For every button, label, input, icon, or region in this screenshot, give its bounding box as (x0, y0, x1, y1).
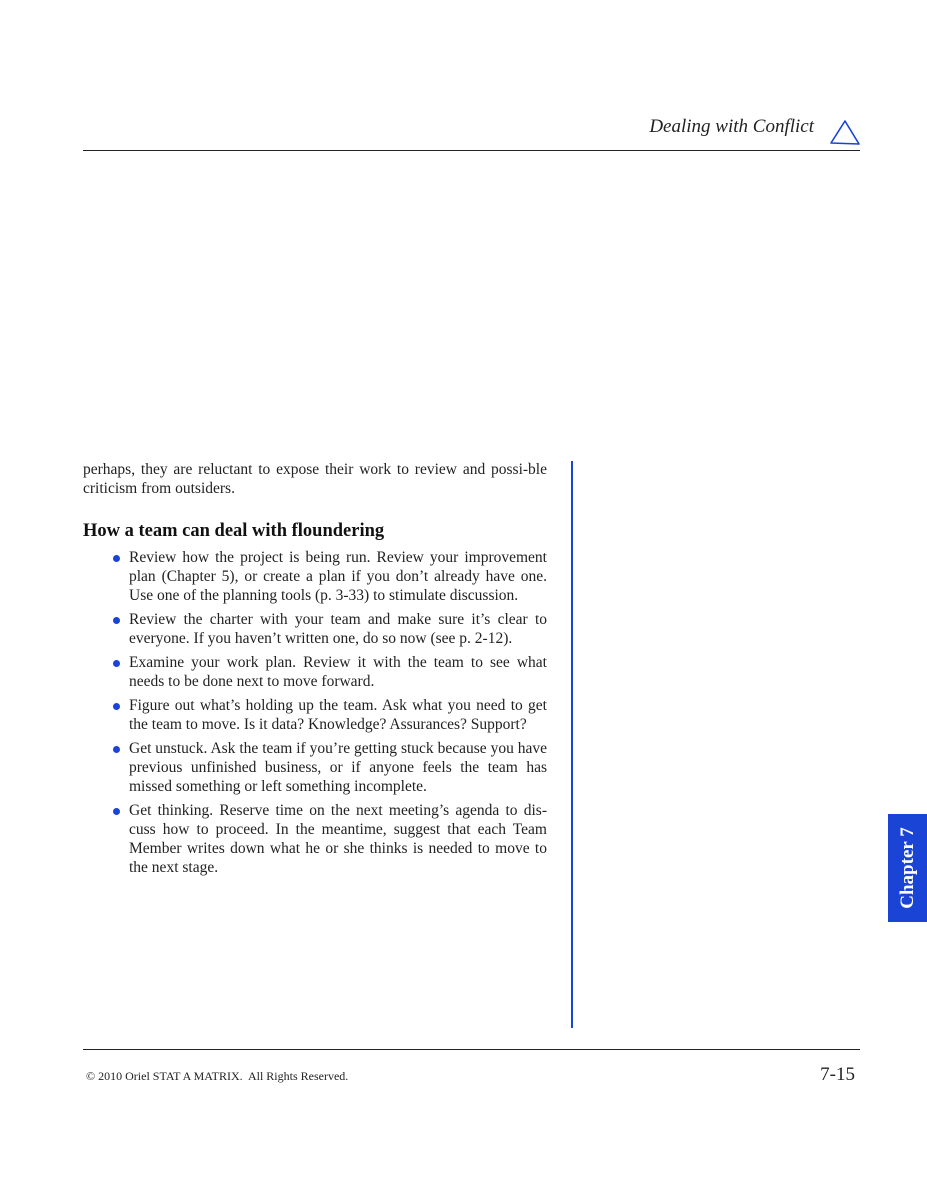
chapter-tab-label: Chapter 7 (896, 827, 918, 909)
bullet-icon (113, 808, 120, 815)
list-item (129, 739, 547, 796)
list-item-text: Examine your work plan. Review it with the team to see what needs to be done next to move forward. (129, 654, 547, 690)
list-item-text: Get unstuck. Ask the team if you’re getting stuck because you have previous unfinished business, or if anyone feels the team has missed something or left something incomplete. (129, 740, 547, 795)
list-item (129, 653, 547, 691)
footer-rule (83, 1049, 860, 1050)
header-rule (83, 150, 860, 151)
running-header-title: Dealing with Conflict (649, 116, 814, 137)
bullet-icon (113, 746, 120, 753)
list-item-text: Review how the project is being run. Review your improvement plan (Chapter 5), or create a plan if you don’t already have one. Use one of the planning tools (p. 3-33) to stimulate discussion. (129, 549, 547, 604)
bullet-icon (113, 703, 120, 710)
list-item-text: Review the charter with your team and make sure it’s clear to everyone. If you haven’t written one, do so now (see p. 2-12). (129, 611, 547, 647)
list-item (129, 696, 547, 734)
main-content (83, 460, 547, 882)
bullet-icon (113, 617, 120, 624)
intro-paragraph: perhaps, they are reluctant to expose their work to review and possi-ble criticism from outsiders. (83, 461, 547, 497)
list-item (129, 548, 547, 605)
section-heading: How a team can deal with floundering (83, 521, 385, 541)
page-number: 7-15 (820, 1064, 855, 1085)
triangle-icon (829, 119, 861, 147)
list-item (129, 801, 547, 877)
list-item (129, 610, 547, 648)
copyright-notice: © 2010 Oriel STAT A MATRIX. All Rights Reserved. (86, 1069, 349, 1083)
column-divider (571, 461, 573, 1028)
list-item-text: Figure out what’s holding up the team. Ask what you need to get the team to move. Is it data? Knowledge? Assurances? Support? (129, 697, 547, 733)
bullet-icon (113, 555, 120, 562)
bullet-icon (113, 660, 120, 667)
list-item-text: Get thinking. Reserve time on the next meeting’s agenda to dis-cuss how to proceed. In the meantime, suggest that each Team Member writes down what he or she thinks is needed to move to the next stage. (129, 802, 547, 876)
bullet-list (83, 548, 547, 877)
chapter-tab[interactable] (888, 814, 927, 922)
